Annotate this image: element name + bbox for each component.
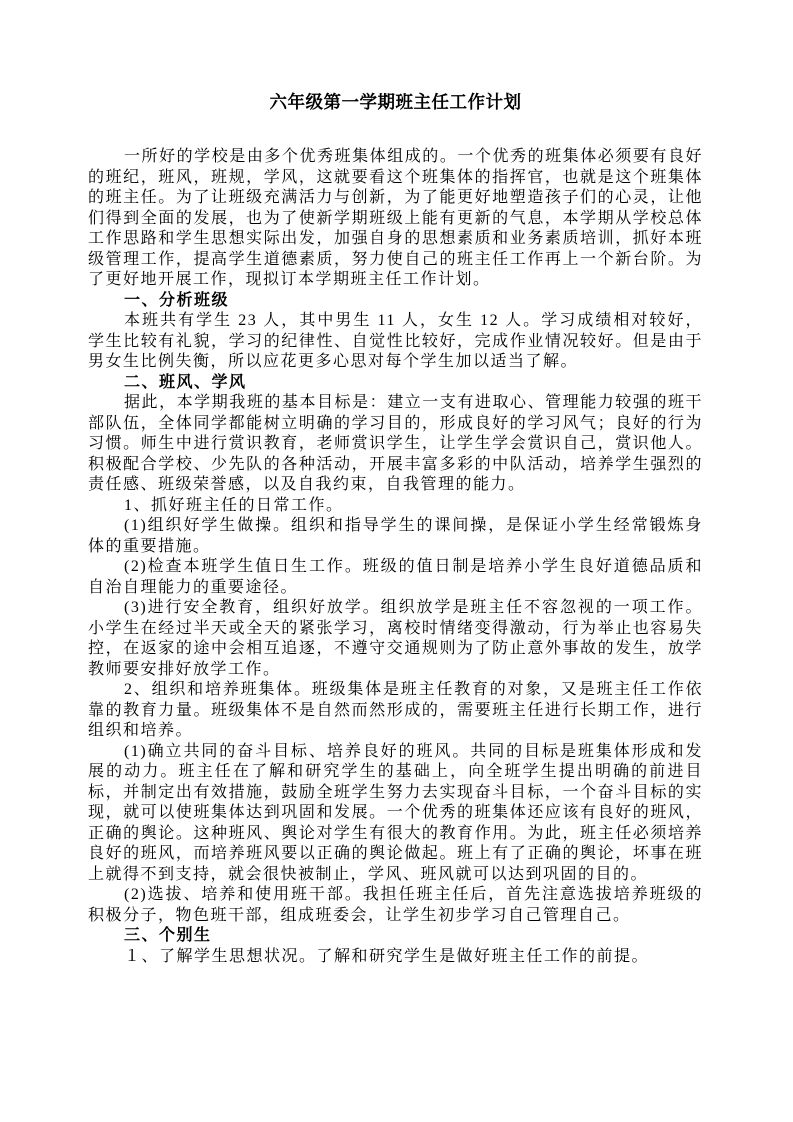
paragraph: 据此，本学期我班的基本目标是：建立一支有进取心、管理能力较强的班干部队伍，全体同学都能树立明确的学习目的，形成良好的学习风气；良好的行为习惯。师生中进行赏识教育，老师赏识学生，让学生学会赏识自己，赏识他人。积极配合学校、少先队的各种活动，开展丰富多彩的中队活动，培养学生强烈的责任感、班级荣誉感，以及自我约束，自我管理的能力。	[88, 394, 703, 493]
paragraph: (2)选拔、培养和使用班干部。我担任班主任后，首先注意选拔培养班级的积极分子，物色班干部，组成班委会，让学生初步学习自己管理自己。	[88, 886, 703, 924]
paragraph: (3)进行安全教育，组织好放学。组织放学是班主任不容忽视的一项工作。小学生在经过半天或全天的紧张学习，离校时情绪变得激动，行为举止也容易失控，在返家的途中会相互追逐，不遵守交通规则为了防止意外事故的发生，放学教师要安排好放学工作。	[88, 599, 703, 678]
paragraph: (2)检查本班学生值日生工作。班级的值日制是培养小学生良好道德品质和自治自理能力的重要途径。	[88, 558, 703, 596]
paragraph: １、了解学生思想状况。了解和研究学生是做好班主任工作的前提。	[124, 947, 650, 965]
paragraph: (1)确立共同的奋斗目标、培养良好的班风。共同的目标是班集体形成和发展的动力。班主任在了解和研究学生的基础上，向全班学生提出明确的前进目标，并制定出有效措施，鼓励全班学生努力去实现奋斗目标，一个奋斗目标的实现，就可以使班集体达到巩固和发展。一个优秀的班集体还应该有良好的班风，正确的舆论。这种班风、舆论对学生有很大的教育作用。为此，班主任必须培养良好的班风，而培养班风要以正确的舆论做起。班上有了正确的舆论，坏事在班上就得不到支持，就会很快被制止，学风、班风就可以达到巩固的目的。	[88, 742, 703, 883]
section-heading: 三、个别生	[124, 927, 212, 944]
section-heading: 二、班风、学风	[124, 373, 247, 391]
paragraph: 1、抓好班主任的日常工作。	[124, 496, 344, 514]
document-title: 六年级第一学期班主任工作计划	[269, 92, 522, 112]
paragraph: 2、组织和培养班集体。班级集体是班主任教育的对象，又是班主任工作依靠的教育力量。班级集体不是自然而然形成的，需要班主任进行长期工作，进行组织和培养。	[88, 681, 703, 739]
document-body	[88, 147, 703, 967]
paragraph: 一所好的学校是由多个优秀班集体组成的。一个优秀的班集体必须要有良好的班纪，班风，班规，学风，这就要看这个班集体的指挥官，也就是这个班集体的班主任。为了让班级充满活力与创新，为了能更好地塑造孩子们的心灵，让他们得到全面的发展，也为了使新学期班级上能有更新的气息，本学期从学校总体工作思路和学生思想实际出发，加强自身的思想素质和业务素质培训，抓好本班级管理工作，提高学生道德素质，努力使自己的班主任工作再上一个新台阶。为了更好地开展工作，现拟订本学期班主任工作计划。	[88, 148, 703, 288]
paragraph: 本班共有学生 23 人，其中男生 11 人，女生 12 人。学习成绩相对较好，学生比较有礼貌，学习的纪律性、自觉性比较好，完成作业情况较好。但是由于男女生比例失衡，所以应花更多心思对每个学生加以适当了解。	[88, 312, 703, 370]
paragraph: (1)组织好学生做操。组织和指导学生的课间操，是保证小学生经常锻炼身体的重要措施。	[88, 517, 703, 555]
section-heading: 一、分析班级	[124, 291, 230, 309]
